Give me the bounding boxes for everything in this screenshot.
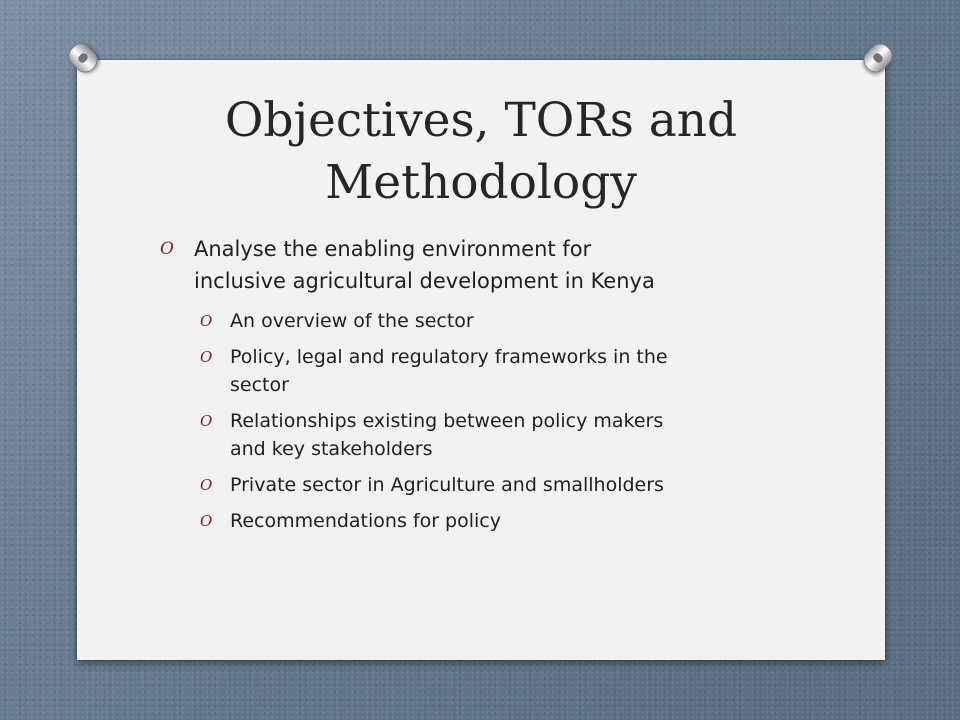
main-bullet-line-2: inclusive agricultural development in Kenya [194, 269, 655, 293]
bullet-icon: O [200, 412, 213, 430]
bullet-icon: O [200, 312, 213, 330]
sub-bullet-item [200, 471, 800, 499]
title-line-2: Methodology [325, 155, 637, 210]
sub-bullet-line-1: Relationships existing between policy makers [230, 410, 664, 432]
main-bullet-item [160, 233, 800, 297]
main-bullet-line-1: Analyse the enabling environment for [194, 237, 592, 261]
sub-bullet-line-1: An overview of the sector [230, 310, 474, 332]
bullet-icon: O [160, 239, 174, 259]
sub-bullet-line-1: Policy, legal and regulatory frameworks in the [230, 346, 668, 368]
sub-bullet-item [200, 507, 800, 535]
sub-bullet-item [200, 343, 800, 399]
slide-title [77, 90, 885, 214]
sub-bullet-line-1: Recommendations for policy [230, 510, 501, 532]
sub-bullet-item [200, 407, 800, 463]
sub-bullet-container [160, 307, 800, 535]
sub-bullet-line-2: and key stakeholders [230, 438, 433, 460]
bullet-icon: O [200, 476, 213, 494]
sub-bullet-item [200, 307, 800, 335]
sub-bullet-line-2: sector [230, 374, 289, 396]
title-line-1: Objectives, TORs and [224, 93, 738, 148]
bullet-icon: O [200, 348, 213, 366]
bullet-icon: O [200, 512, 213, 530]
sub-bullet-line-1: Private sector in Agriculture and smallholders [230, 474, 664, 496]
bullet-list [160, 233, 800, 543]
sub-bullet-list [160, 307, 800, 535]
